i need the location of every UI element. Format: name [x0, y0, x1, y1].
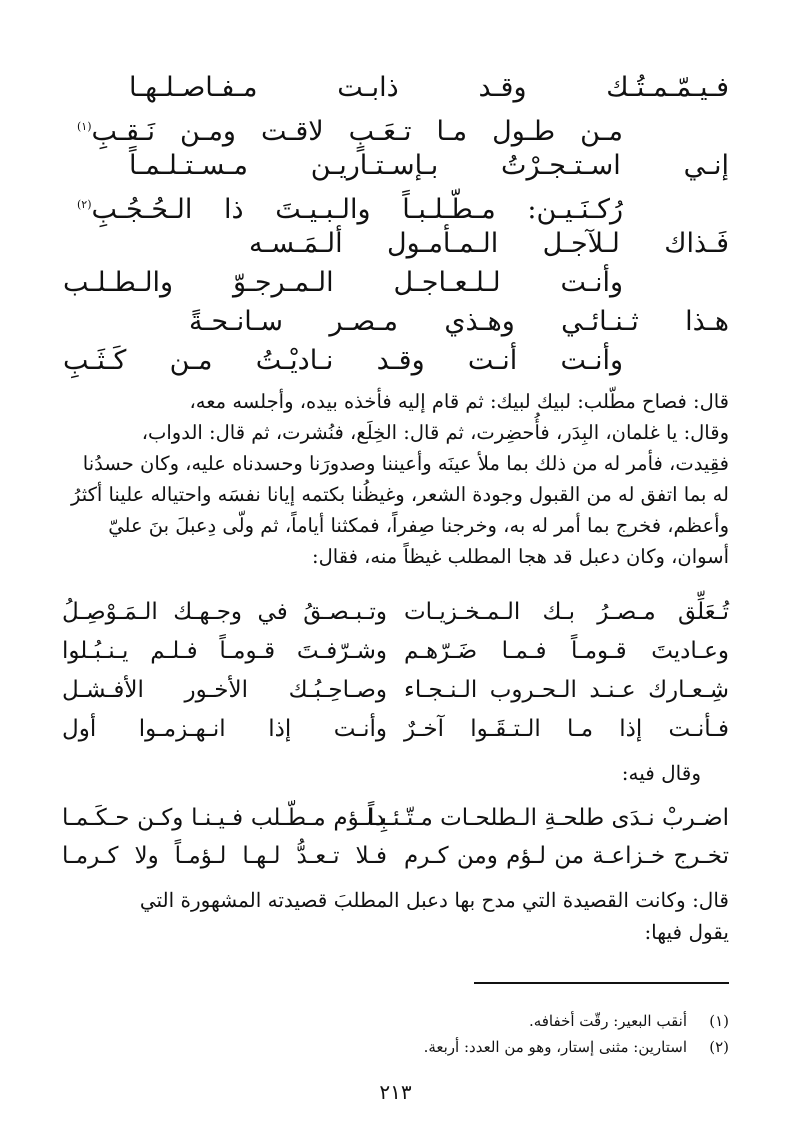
poem3-verse-2: [62, 836, 729, 876]
poem1-line-5: فَـذاك لـلآجـل الـمـأمـول ألـمَـسـه: [249, 228, 729, 259]
hemistich-first: وعـاديتَ قـومـاً فـمـا ضَـرّهـم: [404, 638, 729, 664]
hemistich-second: بِـلـؤم مـطّـلب فـيـنـا وكـن حـكَـمـا: [62, 805, 387, 831]
poem1-line-8: وأنـت أنـت وقـد نـاديْـتُ مـن كَـثَـبِ: [63, 345, 623, 376]
page-number: ٢١٣: [379, 1080, 412, 1104]
prose1-line-3: فقِيدت، فأمر له من ذلك بما ملأ عينَه وأعيننا وصدورَنا وحسدناه عليه، وكان حسدُنا: [82, 452, 729, 475]
footnote-divider: [474, 982, 729, 984]
poem2-verse-2: [62, 631, 729, 671]
footnote-marker-1: (١): [77, 120, 92, 133]
hemistich-second: وشـرّفـتَ قـومـاً فـلـم يـنـبُـلوا: [62, 638, 387, 664]
poem2-verse-4: [62, 709, 729, 749]
footnote-2: [424, 1034, 729, 1060]
prose2-line-2: يقول فيها:: [644, 920, 729, 944]
hemistich-first: تُـعَلِّق مـصـرُ بـك الـمـخـزيـات: [404, 599, 729, 625]
hemistich-first: شِـعـارك عـنـد الـحـروب الـنـجـاء: [404, 677, 729, 703]
prose1-line-4: له بما اتفق له من القبول وجودة الشعر، وغيظُنا بكتمه إيانا نفسَه واحتياله علينا أكثرُ: [70, 483, 729, 506]
poem2-verse-1: [62, 592, 729, 632]
prose-paragraph-1: [62, 386, 729, 572]
hemistich-second: وأنـت إذا انـهـزمـوا أول: [62, 716, 387, 742]
hemistich-second: وتـبـصـقُ في وجـهـك الـمَـوْصِـلُ: [62, 599, 387, 625]
poem1-line-4: رُكـنَـيـن: مـطّـلـبـاً والـبـيـتَ ذا الـحُـجُـبِ$^{(٢)}$: [77, 194, 623, 225]
footnote-1: [529, 1008, 729, 1034]
hemistich-second: وصـاحِـبُـك الأخـور الأفـشـل: [62, 677, 387, 703]
hemistich-first: فـأنـت إذا مـا الـتـقَـوا آخـرٌ: [404, 716, 729, 742]
footnote-number: (٢): [709, 1038, 729, 1056]
poem1-line-6: وأنـت لـلـعـاجـل الـمـرجـوّ والـطـلـب: [63, 267, 623, 298]
hemistich-second: فـلا تـعـدُّ لـهـا لـؤمـاً ولا كـرمـا: [62, 843, 387, 869]
prose1-line-6: أسوان، وكان دعبل قد هجا المطلب غيظاً منه، فقال:: [312, 545, 729, 568]
prose1-line-1: قال: فصاح مطّلب: لبيك لبيك: ثم قام إليه فأخذه بيده، وأجلسه معه،: [189, 390, 729, 413]
prose2-line-1: قال: وكانت القصيدة التي مدح بها دعبل المطلبَ قصيدته المشهورة التي: [139, 888, 729, 912]
poem1-line-7: هـذا ثـنـائـي وهـذي مـصـر سـانـحـةً: [189, 306, 729, 337]
footnote-text: أنقب البعير: رقّت أخفافه.: [528, 1012, 687, 1030]
poem2-verse-3: [62, 670, 729, 710]
poem3-verse-1: [62, 798, 729, 838]
prose1-line-5: وأعظم، فخرج بما أمر له به، وخرجنا صِفراً، فمكثنا أياماً، ثم ولّى دِعبلَ بنَ عليّ: [108, 514, 729, 537]
footnote-number: (١): [709, 1012, 729, 1030]
footnote-marker-2: (٢): [77, 198, 92, 211]
prose-paragraph-2: [62, 884, 729, 948]
section-label: وقال فيه:: [621, 761, 701, 785]
footnote-text: استارين: مثنى إستار، وهو من العدد: أربعة.: [423, 1038, 687, 1056]
poem1-line-3: إنـي اسـتـجـرْتُ بـإسـتـاريـن مـسـتـلـمـاً: [129, 150, 729, 181]
hemistich-first: اضـربْ نـدَى طلحـةِ الـطلحـات مـتّـئـداً: [367, 805, 729, 831]
poem1-line-1: فـيـمّـمـتُـك وقـد ذابـت مـفـاصـلـهـا: [129, 72, 729, 103]
prose1-line-2: وقال: يا غلمان، البِدَر، فأُحضِرت، ثم قال: الخِلَع، فنُشرت، ثم قال: الدواب،: [141, 421, 729, 444]
hemistich-first: تخـرج خـزاعـة من لـؤم ومن كـرم: [404, 843, 729, 869]
poem1-line-2: مـن طـول مـا تـعَـبٍ لاقـت ومـن نَـقـبِ$^{(١)}$: [77, 116, 623, 147]
